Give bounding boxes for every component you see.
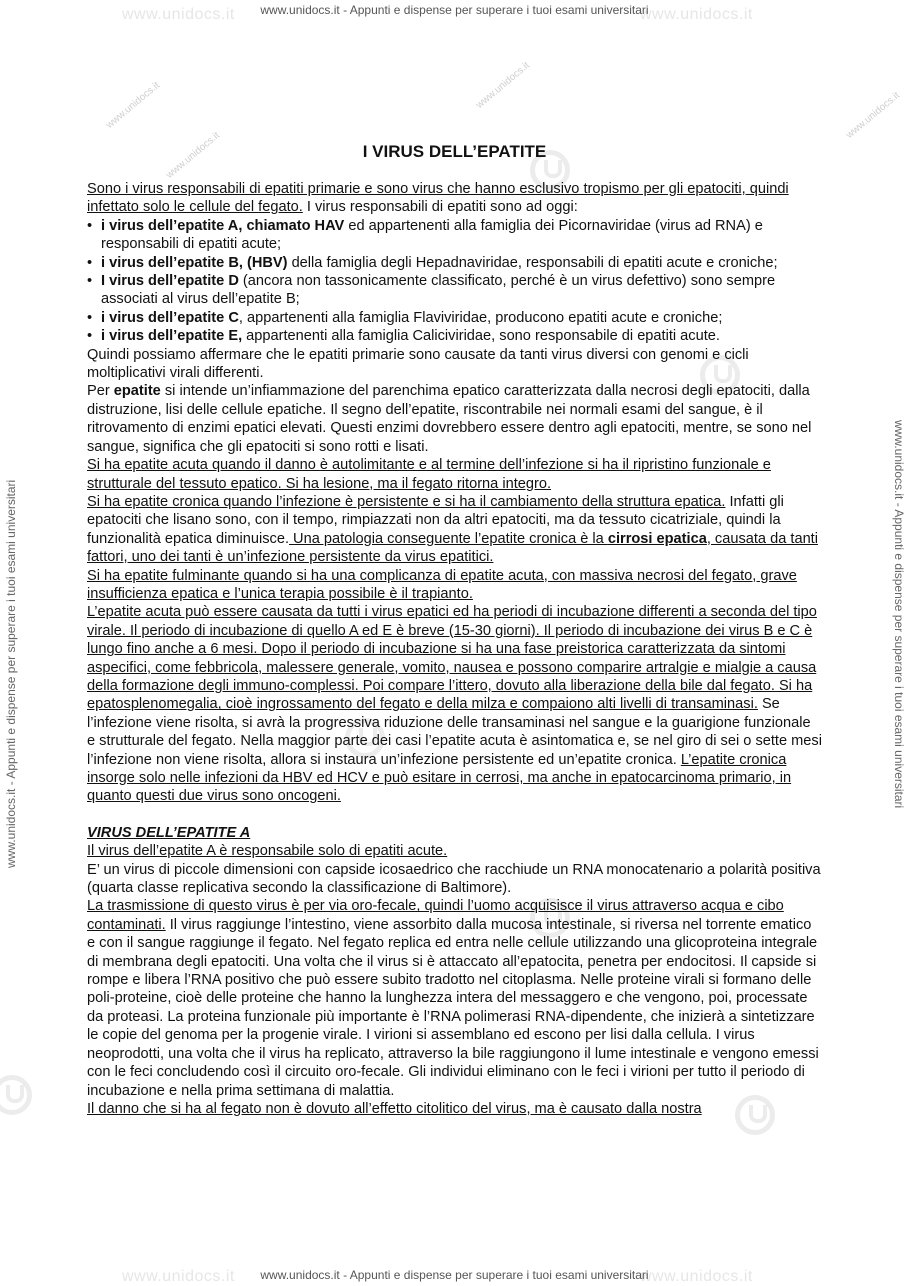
paragraph-hav-structure: E’ un virus di piccole dimensioni con capside icosaedrico che racchiude un RNA monocatenario a polarità positiva (quarta classe replicativa secondo la classificazione di Baltimore).	[87, 861, 821, 897]
underlined-text: L’epatite acuta può essere causata da tutti i virus epatici ed ha periodi di incubazione differenti a seconda del tipo virale. Il periodo di incubazione di quello A ed E è breve (15-30 giorni). Il periodo di incubazione dei virus B e C è lungo fino anche a 6 mesi. Dopo il periodo di incubazione si ha una fase preistorica caratterizzata da sintomi aspecifici, come febbricola, malessere generale, vomito, nausea e possono comparire artralgie e mialgie a causa della formazione degli immuno-complessi. Poi compare l’ittero, dovuto alla liberazione della bile dal fegato. Si ha epatosplenomegalia, cioè ingrossamento del fegato e della milza e compaiono alti livelli di transaminasi.	[87, 604, 817, 713]
list-item	[87, 217, 822, 254]
watermark-ghost-bottom: www.unidocs.it	[122, 1268, 235, 1285]
term-epatite: epatite	[113, 383, 161, 400]
intro-rest: I virus responsabili di epatiti sono ad oggi:	[302, 199, 578, 216]
intro-paragraph	[87, 180, 822, 217]
list-item-bold: i virus dell’epatite B, (HBV)	[101, 254, 288, 271]
page-title: I VIRUS DELL’EPATITE	[362, 142, 547, 161]
paragraph-epatite-fulminante	[87, 567, 822, 604]
paragraph-epatite-definition	[87, 382, 822, 456]
diagonal-watermark: www.unidocs.it	[474, 60, 532, 111]
list-item-text: ed appartenenti alla famiglia dei Picornaviridae (virus ad RNA) e responsabili di epatiti acute;	[101, 217, 763, 253]
underlined-text: Una patologia conseguente l’epatite cronica è la	[289, 530, 608, 547]
watermark-ghost-bottom-right: www.unidocs.it	[640, 1268, 753, 1285]
list-item-bold: i virus dell’epatite C	[101, 309, 239, 326]
list-item	[87, 309, 822, 327]
text-run: si intende un’infiammazione del parenchima epatico caratterizzata dalla necrosi degli epatociti, dalla distruzione, lisi delle cellule epatiche. Il segno dell’epatite, riscontrabile nei normali esami del sangue, è il ritrovamento di enzimi epatici elevati. Questi enzimi dovrebbero essere dentro agli epatociti, mentre, se sono nel sangue, significa che gli epatociti si sono rotti e lisati.	[87, 383, 812, 455]
list-item	[87, 327, 822, 345]
diagonal-watermark: www.unidocs.it	[844, 90, 902, 141]
header-watermark-banner: www.unidocs.it - Appunti e dispense per superare i tuoi esami universitari	[260, 3, 649, 17]
underlined-text: Il danno che si ha al fegato non è dovuto all’effetto citolitico del virus, ma è causato dalla nostra	[87, 1100, 702, 1117]
diagonal-watermark: www.unidocs.it	[104, 80, 162, 131]
paragraph-epatite-cronica	[87, 493, 822, 567]
paragraph-hav-acute	[87, 842, 822, 860]
underlined-text: , causata da tanti fattori, uno dei tanti è un’infezione persistente da virus epatitici.	[87, 530, 818, 566]
intro-underlined: Sono i virus responsabili di epatiti primarie e sono virus che hanno esclusivo tropismo per gli epatociti, quindi infettato solo le cellule del fegato.	[87, 181, 789, 216]
underlined-text: La trasmissione di questo virus è per via oro-fecale, quindi l’uomo acquisisce il virus attraverso acqua e cibo contaminati.	[87, 898, 784, 933]
text-run: Infatti gli epatociti che lisano sono, con il tempo, rimpiazzati non da altri epatociti, ma da tessuto cicatriziale, quindi la funzionalità epatica diminuisce.	[87, 493, 784, 547]
list-item	[87, 272, 822, 309]
list-item-bold: I virus dell’epatite D	[101, 273, 239, 290]
text-run: Se l’infezione viene risolta, si avrà la progressiva riduzione delle transaminasi nel sangue e la guarigione funzionale e strutturale del fegato. Nella maggior parte dei casi l’epatite acuta è asintomatica e, se nel giro di sei o sette mesi l’infezione non viene risolta, allora si instaura un’infezione persistente ed un’epatite cronica.	[87, 696, 822, 768]
spacer	[87, 806, 822, 824]
underlined-text: Si ha epatite fulminante quando si ha una complicanza di epatite acuta, con massiva necrosi del fegato, grave insufficienza epatica e l’unica terapia possibile è il trapianto.	[87, 567, 797, 602]
list-item-text: , appartenenti alla famiglia Flaviviridae, producono epatiti acute e croniche;	[238, 309, 723, 326]
list-item	[87, 254, 822, 272]
list-item-text: appartenenti alla famiglia Caliciviridae, sono responsabile di epatiti acute.	[242, 328, 720, 345]
section-heading-hav: VIRUS DELL’EPATITE A	[87, 824, 251, 841]
paragraph-quindi: Quindi possiamo affermare che le epatiti primarie sono causate da tanti virus diversi con genomi e cicli moltiplicativi virali differenti.	[87, 346, 749, 382]
watermark-ghost-top: www.unidocs.it	[122, 6, 235, 23]
paragraph-hav-transmission	[87, 897, 822, 1099]
right-side-watermark: www.unidocs.it - Appunti e dispense per superare i tuoi esami universitari	[892, 420, 906, 809]
underlined-text: Il virus dell’epatite A è responsabile solo di epatiti acute.	[87, 843, 448, 860]
paragraph-hav-damage	[87, 1100, 822, 1118]
paragraph-incubazione	[87, 603, 822, 805]
list-item-bold: i virus dell’epatite A, chiamato HAV	[101, 217, 345, 234]
watermark-ghost-top-right: www.unidocs.it	[640, 6, 753, 23]
list-item-text: della famiglia degli Hepadnaviridae, responsabili di epatiti acute e croniche;	[287, 254, 778, 271]
text-run: Per	[87, 383, 114, 400]
document-body	[87, 140, 822, 1118]
left-side-watermark: www.unidocs.it - Appunti e dispense per superare i tuoi esami universitari	[4, 479, 18, 868]
term-cirrosi: cirrosi epatica	[607, 530, 707, 547]
diagonal-watermark: www.unidocs.it	[164, 130, 222, 181]
text-run: Il virus raggiunge l’intestino, viene assorbito dalla mucosa intestinale, si riversa nel torrente ematico e con il sangue raggiunge il fegato. Nel fegato replica ed entra nelle cellule utilizzando una glicoproteina integrale di membrana degli epatociti. Una volta che il virus si è attaccato all’epatocita, penetra per endocitosi. Il capside si rompe e libera l’RNA positivo che può essere subito tradotto nel citoplasma. Nelle proteine virali si formano delle poli-proteine, cioè delle proteine che hanno la lunghezza intera del messaggero e che vengono, poi, processate da proteasi. La proteina funzionale più importante è l’RNA polimerasi RNA-dipendente, che inizierà a sintetizzare le copie del genoma per la progenie virale. I virioni si assemblano ed escono per lisi dalla cellula. I virus neoprodotti, una volta che il virus ha replicato, attraverso la bile raggiungono il lume intestinale e vengono emessi con le feci concludendo così il circuito oro-fecale. Gli individui eliminano con le feci i virioni per tutto il periodo di incubazione e nella prima settimana di malattia.	[87, 916, 819, 1099]
paragraph-epatite-acuta	[87, 456, 822, 493]
list-item-bold: i virus dell’epatite E,	[101, 328, 243, 345]
virus-list	[87, 217, 822, 346]
list-item-text: (ancora non tassonicamente classificato, perché è un virus defettivo) sono sempre associati al virus dell’epatite B;	[101, 273, 776, 308]
footer-watermark-banner: www.unidocs.it - Appunti e dispense per superare i tuoi esami universitari	[260, 1268, 649, 1282]
underlined-text: Si ha epatite acuta quando il danno è autolimitante e al termine dell’infezione si ha il ripristino funzionale e strutturale del tessuto epatico. Si ha lesione, ma il fegato ritorna integro.	[87, 457, 771, 492]
unidocs-logo-watermark	[0, 1075, 32, 1115]
underlined-text: Si ha epatite cronica quando l’infezione è persistente e si ha il cambiamento della struttura epatica.	[87, 493, 726, 510]
underlined-text: L’epatite cronica insorge solo nelle infezioni da HBV ed HCV e può esitare in cerrosi, ma anche in epatocarcinoma primario, in quanto questi due virus sono oncogeni.	[87, 751, 792, 805]
